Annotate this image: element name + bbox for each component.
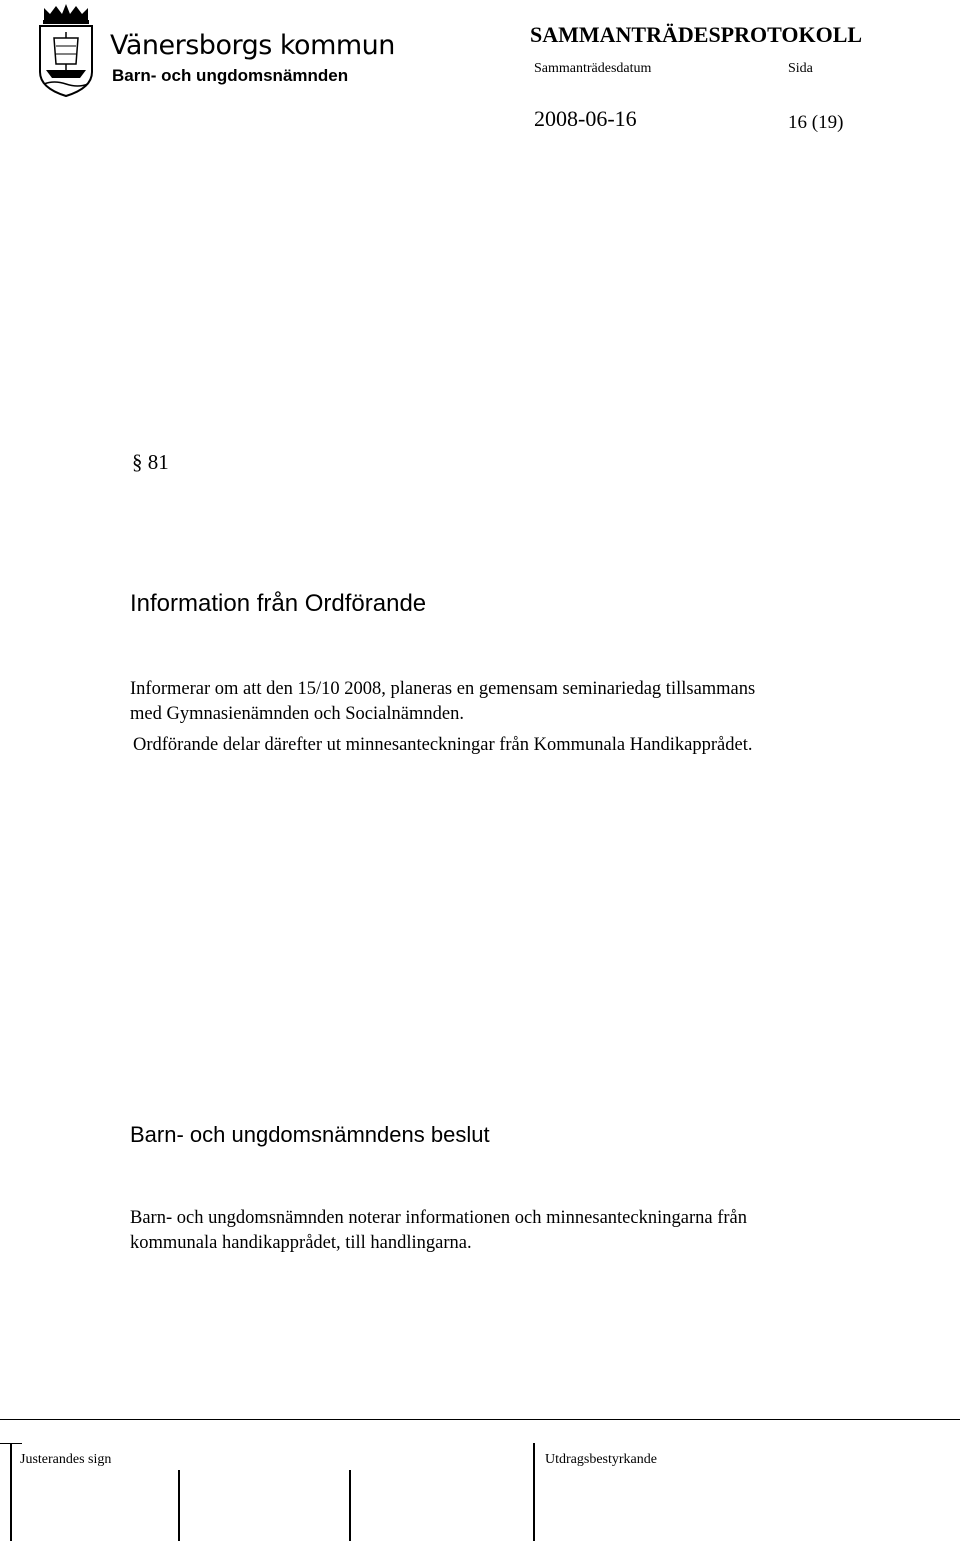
- section-title: Information från Ordförande: [130, 590, 427, 617]
- decision-line-1: Barn- och ungdomsnämnden noterar informationen och minnesanteckningarna från: [130, 1208, 747, 1228]
- body-paragraph-1-line-1: Informerar om att den 15/10 2008, planeras en gemensam seminariedag tillsammans: [130, 679, 756, 699]
- footer-divider: [0, 1419, 960, 1420]
- committee-name: Barn- och ungdomsnämnden: [112, 66, 349, 85]
- body-paragraph-1: [130, 677, 755, 727]
- footer-column-divider: [10, 1443, 12, 1541]
- justerandes-sign-label: Justerandes sign: [20, 1452, 112, 1467]
- decision-heading: Barn- och ungdomsnämndens beslut: [130, 1122, 490, 1147]
- body-paragraph-2: Ordförande delar därefter ut minnesanteckningar från Kommunala Handikapprådet.: [133, 735, 753, 755]
- utdragsbestyrkande-label: Utdragsbestyrkande: [545, 1452, 657, 1467]
- paragraph-number: § 81: [132, 450, 169, 474]
- footer-column-divider: [178, 1470, 180, 1541]
- meeting-date: 2008-06-16: [534, 106, 637, 131]
- footer-column-divider: [349, 1470, 351, 1541]
- footer-column-divider: [533, 1443, 535, 1541]
- coat-of-arms-icon: [36, 2, 96, 98]
- document-type: SAMMANTRÄDESPROTOKOLL: [530, 22, 863, 47]
- decision-line-2: kommunala handikapprådet, till handlingarna.: [130, 1233, 472, 1253]
- page-label: Sida: [788, 61, 813, 76]
- organization-name: Vänersborgs kommun: [110, 30, 395, 61]
- decision-text: [130, 1206, 747, 1256]
- meeting-date-label: Sammanträdesdatum: [534, 61, 652, 76]
- body-paragraph-1-line-2: med Gymnasienämnden och Socialnämnden.: [130, 704, 464, 724]
- page-number: 16 (19): [788, 112, 844, 133]
